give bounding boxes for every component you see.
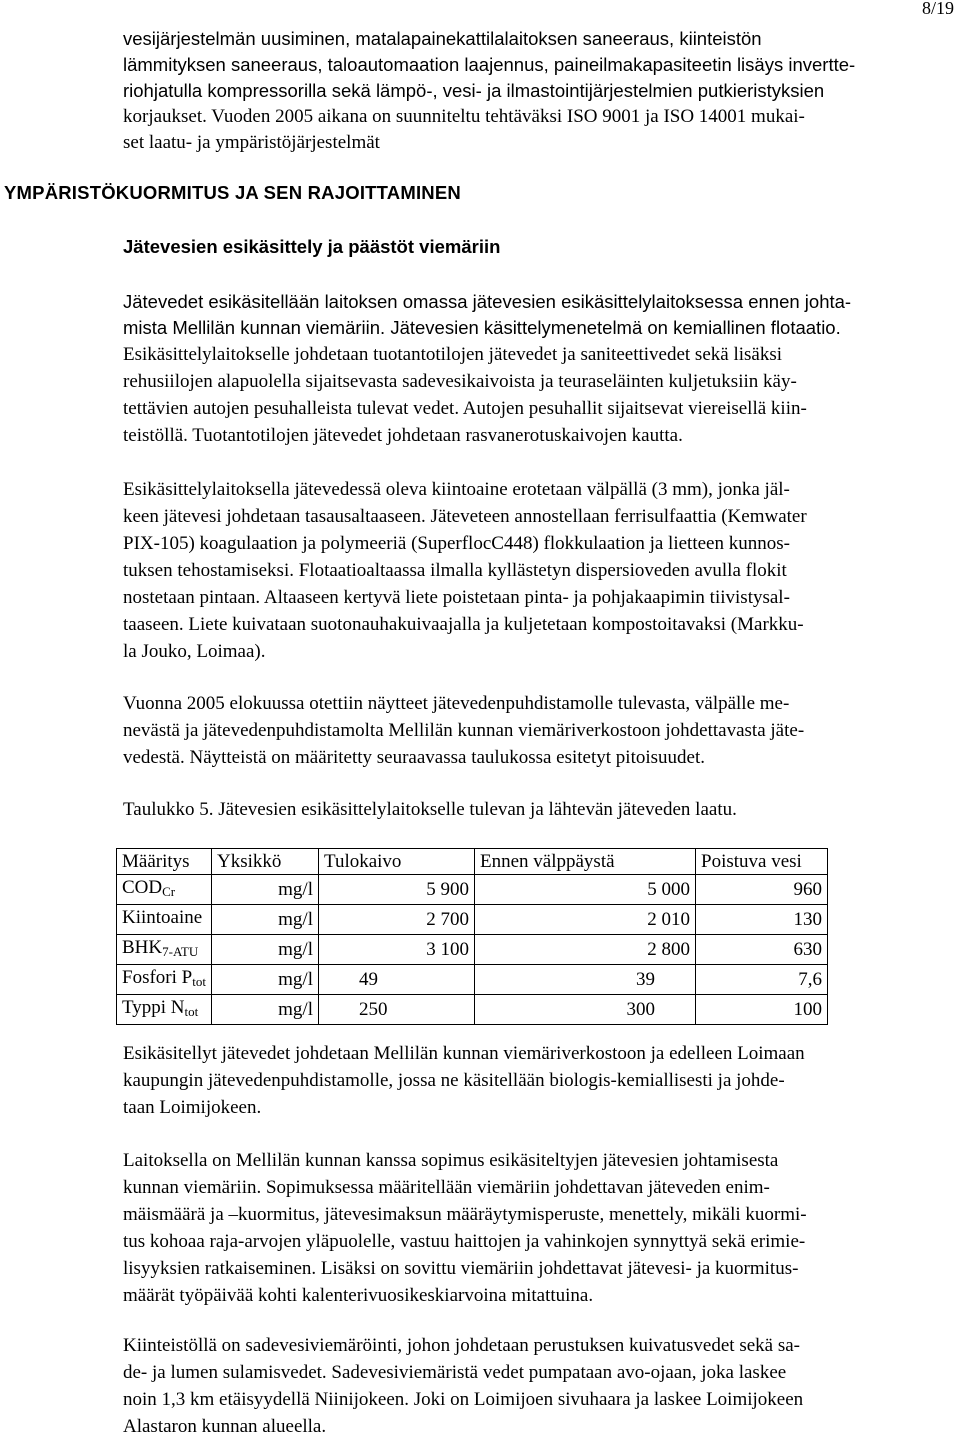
text-line: keen jätevesi johdetaan tasausaltaaseen. Jäteveteen annostellaan ferrisulfaattia (Kemwater: [123, 506, 807, 527]
column-header: Poistuva vesi: [696, 849, 828, 875]
text-line: Jätevedet esikäsitellään laitoksen omassa jätevesien esikäsittelylaitoksessa ennen johta-: [123, 291, 852, 312]
text-line: Laitoksella on Mellilän kunnan kanssa sopimus esikäsiteltyjen jätevesien johtamisesta: [123, 1150, 779, 1171]
outflow-cell: 630: [696, 935, 828, 965]
inflow-cell: 3 100: [319, 935, 475, 965]
table-row: [117, 905, 828, 935]
text-line: lisyyksien ratkaiseminen. Lisäksi on sovittu viemäriin johdettavat jätevesi- ja kuormitus-: [123, 1258, 799, 1279]
column-header: Ennen välppäystä: [475, 849, 696, 875]
column-header: Tulokaivo: [319, 849, 475, 875]
page-number: 8/19: [921, 0, 954, 18]
text-line: PIX-105) koagulaation ja polymeeriä (SuperflocC448) flokkulaation ja lietteen kunnos-: [123, 533, 790, 554]
inflow-cell: 250: [319, 995, 475, 1025]
outflow-cell: 100: [696, 995, 828, 1025]
unit-cell: mg/l: [212, 965, 319, 995]
text-line: noin 1,3 km etäisyydellä Niinijokeen. Joki on Loimijoen sivuhaara ja laskee Loimijokeen: [123, 1389, 804, 1410]
text-line: mäismäärä ja –kuormitus, jätevesimaksun määräytymisperuste, menettely, mikäli kuormi-: [123, 1204, 807, 1225]
parameter-cell: [117, 965, 212, 995]
parameter-name: Kiintoaine: [122, 907, 203, 928]
table-row: [117, 875, 828, 905]
water-quality-table: [116, 848, 828, 1025]
parameter-subscript: tot: [192, 974, 206, 989]
text-line: rehusiilojen alapuolella sijaitsevasta sadevesikaivoista ja teuraseläinten kuljetuksiin käy-: [123, 371, 797, 392]
text-line: tettävien autojen pesuhalleista tulevat vedet. Autojen pesuhallit sijaitsevat viereisellä kiin-: [123, 398, 807, 419]
column-header: Yksikkö: [212, 849, 319, 875]
section-heading: YMPÄRISTÖKUORMITUS JA SEN RAJOITTAMINEN: [4, 182, 461, 203]
table-header-row: [117, 849, 828, 875]
parameter-name: Fosfori P: [122, 967, 193, 988]
outflow-cell: 130: [696, 905, 828, 935]
text-line: Kiinteistöllä on sadevesiviemäröinti, johon johdetaan perustuksen kuivatusvedet sekä sa-: [123, 1335, 800, 1356]
text-line: la Jouko, Loimaa).: [123, 641, 266, 662]
parameter-cell: [117, 935, 212, 965]
inflow-cell: 2 700: [319, 905, 475, 935]
text-line: nostetaan pintaan. Altaaseen kertyvä liete poistetaan pinta- ja pohjakaapimin tiivistysal-: [123, 587, 790, 608]
text-line: kaupungin jätevedenpuhdistamolle, jossa ne käsitellään biologis-kemiallisesti ja johde-: [123, 1070, 785, 1091]
text-line: tus kohoaa raja-arvojen yläpuolelle, vastuu haittojen ja vahinkojen synnyttyä sekä erimie-: [123, 1231, 806, 1252]
text-line: Alastaron kunnan alueella.: [123, 1416, 327, 1437]
parameter-subscript: 7-ATU: [162, 944, 199, 959]
text-line: tuksen tehostamiseksi. Flotaatioaltaassa ilmalla kyllästetyn dispersioveden avulla flokit: [123, 560, 787, 581]
parameter-cell: [117, 875, 212, 905]
inflow-cell: 49: [319, 965, 475, 995]
table-row: [117, 935, 828, 965]
subsection-heading: Jätevesien esikäsittely ja päästöt viemäriin: [123, 236, 501, 257]
table-row: [117, 965, 828, 995]
outflow-cell: 7,6: [696, 965, 828, 995]
parameter-cell: [117, 995, 212, 1025]
before-screen-cell: 2 800: [475, 935, 696, 965]
text-line: nevästä ja jätevedenpuhdistamolta Mellilän kunnan viemäriverkostoon johdettavasta jäte-: [123, 720, 805, 741]
parameter-cell: [117, 905, 212, 935]
before-screen-cell: 2 010: [475, 905, 696, 935]
before-screen-cell: 300: [475, 995, 696, 1025]
text-line: lämmityksen saneeraus, taloautomaation laajennus, paineilmakapasiteetin lisäys invertte-: [123, 54, 856, 75]
text-line: vesijärjestelmän uusiminen, matalapainekattilalaitoksen saneeraus, kiinteistön: [123, 28, 762, 49]
column-header: Määritys: [117, 849, 212, 875]
unit-cell: mg/l: [212, 935, 319, 965]
parameter-name: BHK: [122, 937, 163, 958]
unit-cell: mg/l: [212, 875, 319, 905]
text-line: Esikäsitellyt jätevedet johdetaan Mellilän kunnan viemäriverkostoon ja edelleen Loimaan: [123, 1043, 805, 1064]
parameter-subscript: Cr: [162, 884, 176, 899]
text-line: set laatu- ja ympäristöjärjestelmät: [123, 132, 380, 153]
table-row: [117, 995, 828, 1025]
parameter-name: Typpi N: [122, 997, 185, 1018]
text-line: mista Mellilän kunnan viemäriin. Jätevesien käsittelymenetelmä on kemiallinen flotaatio.: [123, 317, 841, 338]
before-screen-cell: 39: [475, 965, 696, 995]
before-screen-cell: 5 000: [475, 875, 696, 905]
inflow-cell: 5 900: [319, 875, 475, 905]
text-line: Esikäsittelylaitokselle johdetaan tuotantotilojen jätevedet ja saniteettivedet sekä lisäksi: [123, 344, 782, 365]
text-line: teistöllä. Tuotantotilojen jätevedet johdetaan rasvanerotuskaivojen kautta.: [123, 425, 683, 446]
parameter-subscript: tot: [184, 1004, 199, 1019]
text-line: taan Loimijokeen.: [123, 1097, 262, 1118]
text-line: riohjatulla kompressorilla sekä lämpö-, vesi- ja ilmastointijärjestelmien putkieristyksien: [123, 80, 825, 101]
text-line: Vuonna 2005 elokuussa otettiin näytteet jätevedenpuhdistamolle tulevasta, välpälle me-: [123, 693, 790, 714]
text-line: korjaukset. Vuoden 2005 aikana on suunniteltu tehtäväksi ISO 9001 ja ISO 14001 mukai-: [123, 106, 805, 127]
parameter-name: COD: [122, 877, 163, 898]
table-caption: Taulukko 5. Jätevesien esikäsittelylaitokselle tulevan ja lähtevän jäteveden laatu.: [123, 799, 737, 820]
outflow-cell: 960: [696, 875, 828, 905]
text-line: taaseen. Liete kuivataan suotonauhakuivaajalla ja kuljetetaan kompostoitavaksi (Markku-: [123, 614, 804, 635]
text-line: määrät työpäivää kohti kalenterivuosikeskiarvoina mitattuina.: [123, 1285, 594, 1306]
text-line: de- ja lumen sulamisvedet. Sadevesiviemäristä vedet pumpataan avo-ojaan, joka laskee: [123, 1362, 787, 1383]
unit-cell: mg/l: [212, 905, 319, 935]
unit-cell: mg/l: [212, 995, 319, 1025]
text-line: kunnan viemäriin. Sopimuksessa määritellään viemäriin johdettavan jäteveden enim-: [123, 1177, 770, 1198]
text-line: Esikäsittelylaitoksella jätevedessä oleva kiintoaine erotetaan välpällä (3 mm), jonka jäl-: [123, 479, 790, 500]
text-line: vedestä. Näytteistä on määritetty seuraavassa taulukossa esitetyt pitoisuudet.: [123, 747, 705, 768]
